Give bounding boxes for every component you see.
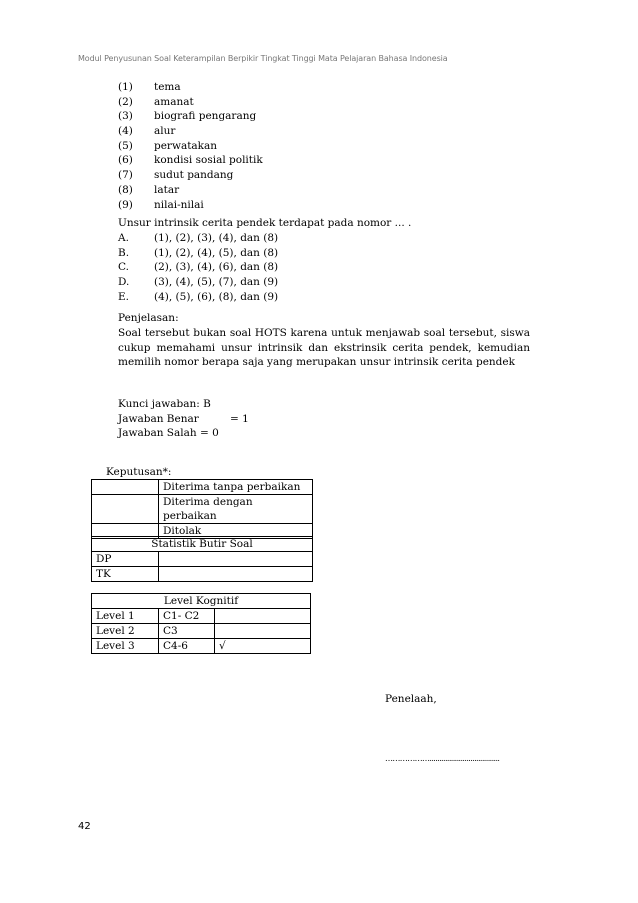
wrong-score: Jawaban Salah = 0 — [118, 427, 219, 440]
stat-label: TK — [92, 567, 159, 582]
option-letter: A. — [118, 232, 129, 244]
level-code: C4-6 — [159, 639, 215, 654]
option-text: (1), (2), (4), (5), dan (8) — [154, 246, 279, 259]
option-e — [118, 290, 278, 305]
item-text: latar — [154, 183, 180, 196]
stat-value[interactable] — [159, 567, 313, 582]
level-mark[interactable] — [215, 624, 311, 639]
table-row — [92, 552, 313, 567]
option-d — [118, 275, 278, 290]
stat-label: DP — [92, 552, 159, 567]
stat-value[interactable] — [159, 552, 313, 567]
level-code: C3 — [159, 624, 215, 639]
option-text: (2), (3), (4), (6), dan (8) — [154, 261, 279, 274]
decision-option: Ditolak — [159, 524, 313, 539]
item-number: (9) — [118, 198, 133, 211]
item-text: tema — [154, 81, 181, 93]
list-item — [118, 168, 263, 183]
key-line — [118, 397, 249, 412]
table-row — [92, 624, 311, 639]
answer-options — [118, 231, 278, 304]
item-number: (4) — [118, 125, 133, 138]
item-number: (5) — [118, 139, 133, 152]
decision-table — [91, 479, 313, 539]
table-row — [92, 567, 313, 582]
level-code: C1- C2 — [159, 609, 215, 624]
list-item — [118, 124, 263, 139]
explanation-title: Penjelasan: — [118, 312, 179, 324]
decision-title: Keputusan*: — [106, 466, 172, 478]
key-answer: Kunci jawaban: B — [118, 398, 211, 410]
level-name: Level 2 — [92, 624, 159, 639]
signature-line: ……………….................................... — [385, 754, 500, 763]
list-item — [118, 198, 263, 213]
list-item — [118, 80, 263, 95]
item-text: alur — [154, 125, 176, 138]
page-number: 42 — [78, 821, 91, 832]
table-row — [92, 495, 313, 524]
decision-option: Diterima tanpa perbaikan — [159, 480, 313, 495]
item-text: sudut pandang — [154, 169, 234, 182]
level-mark[interactable] — [215, 609, 311, 624]
item-text: kondisi sosial politik — [154, 154, 263, 167]
option-letter: E. — [118, 290, 130, 303]
item-text: biografi pengarang — [154, 110, 257, 123]
item-number: (6) — [118, 154, 133, 167]
running-header: Modul Penyusunan Soal Keterampilan Berpikir Tingkat Tinggi Mata Pelajaran Bahasa Indonesia — [78, 54, 448, 63]
option-b — [118, 246, 278, 261]
option-letter: C. — [118, 261, 129, 274]
explanation-paragraph: Soal tersebut bukan soal HOTS karena untuk menjawab soal tersebut, siswa cukup memahami unsur intrinsik dan ekstrinsik cerita pendek, kemudian memilih nomor berapa saja yang merupakan unsur intrinsik cerita pendek — [118, 327, 530, 368]
checkbox-cell[interactable] — [92, 480, 159, 495]
item-statistics-table — [91, 536, 313, 582]
level-name: Level 1 — [92, 609, 159, 624]
statistics-title: Statistik Butir Soal — [92, 537, 313, 552]
item-number: (7) — [118, 169, 133, 182]
list-item — [118, 183, 263, 198]
key-line — [118, 426, 249, 441]
option-letter: B. — [118, 246, 130, 259]
question-stem: Unsur intrinsik cerita pendek terdapat pada nomor ... . — [118, 217, 412, 229]
item-text: amanat — [154, 95, 194, 108]
option-a — [118, 231, 278, 246]
option-letter: D. — [118, 276, 130, 289]
table-row — [92, 480, 313, 495]
reviewer-label: Penelaah, — [385, 693, 437, 705]
option-text: (3), (4), (5), (7), dan (9) — [154, 276, 279, 289]
level-name: Level 3 — [92, 639, 159, 654]
key-line — [118, 412, 249, 427]
list-item — [118, 139, 263, 154]
item-text: nilai-nilai — [154, 198, 204, 211]
item-number: (1) — [118, 81, 133, 93]
correct-label: Jawaban Benar — [118, 412, 199, 425]
cognitive-title: Level Kognitif — [92, 594, 311, 609]
correct-value: = 1 — [230, 412, 249, 425]
decision-option: Diterima dengan perbaikan — [159, 495, 313, 524]
cognitive-level-table — [91, 593, 311, 654]
level-mark[interactable]: √ — [215, 639, 311, 654]
item-text: perwatakan — [154, 139, 218, 152]
list-item — [118, 153, 263, 168]
option-text: (4), (5), (6), (8), dan (9) — [154, 290, 279, 303]
item-number: (2) — [118, 95, 133, 108]
element-list — [118, 80, 263, 212]
explanation-text — [118, 326, 530, 370]
table-row — [92, 594, 311, 609]
list-item — [118, 95, 263, 110]
list-item — [118, 109, 263, 124]
item-number: (8) — [118, 183, 133, 196]
table-row — [92, 537, 313, 552]
option-c — [118, 260, 278, 275]
item-number: (3) — [118, 110, 133, 123]
checkbox-cell[interactable] — [92, 495, 159, 524]
answer-key — [118, 397, 249, 441]
table-row — [92, 609, 311, 624]
option-text: (1), (2), (3), (4), dan (8) — [154, 232, 279, 244]
table-row — [92, 639, 311, 654]
